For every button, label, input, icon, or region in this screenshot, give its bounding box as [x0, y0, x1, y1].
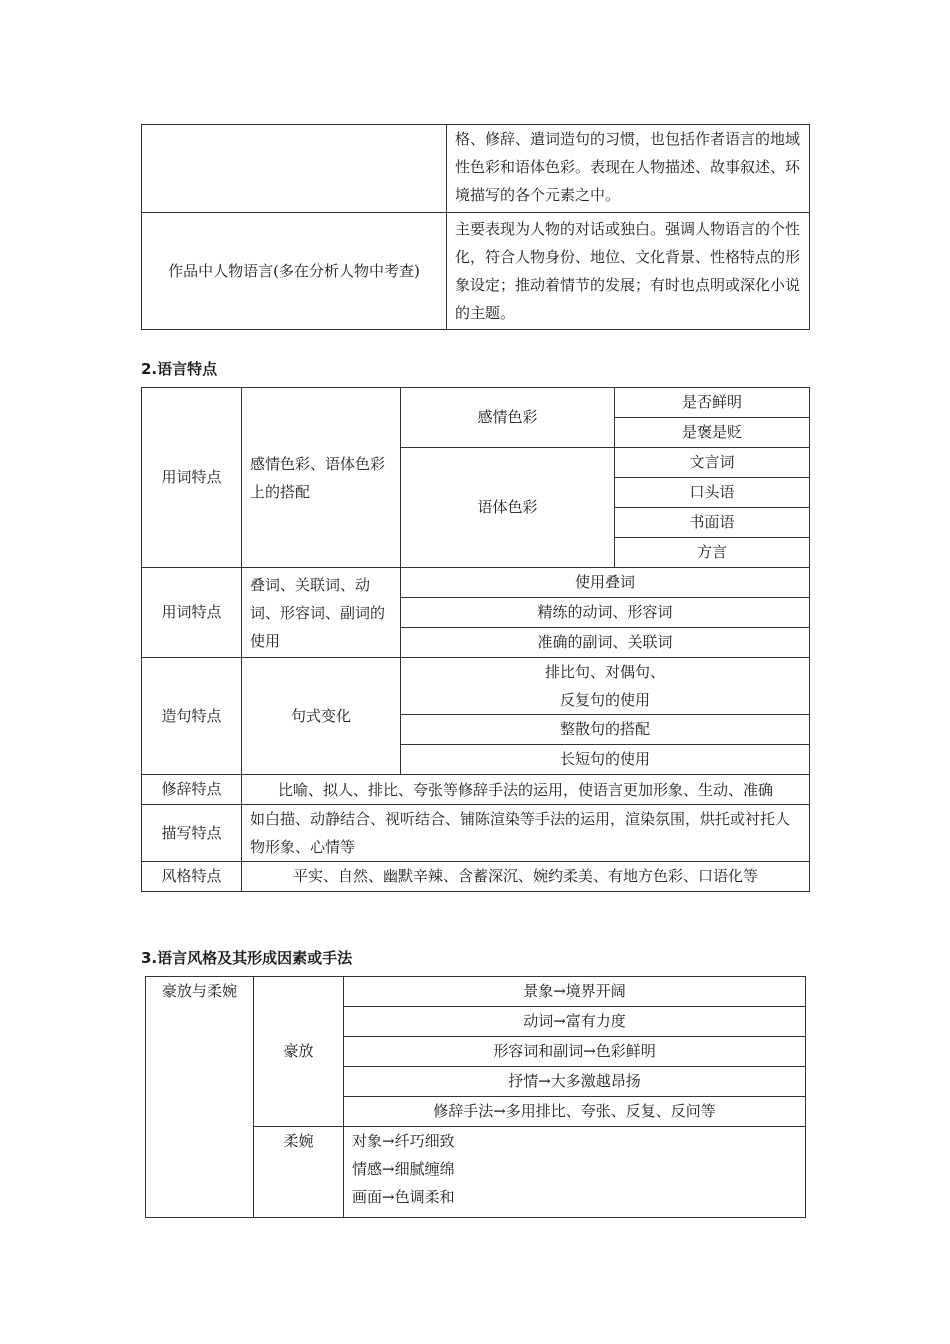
- table-cell: 平实、自然、幽默辛辣、含蓄深沉、婉约柔美、有地方色彩、口语化等: [242, 862, 810, 892]
- table-cell: 豪放: [254, 977, 344, 1127]
- table-cell: 叠词、关联词、动词、形容词、副词的使用: [242, 568, 401, 658]
- table-cell: 情感→细腻缠绵: [344, 1155, 806, 1183]
- cell-line: 反复句的使用: [559, 691, 650, 709]
- language-style-table: [145, 976, 806, 1218]
- table-cell: 对象→纤巧细致: [344, 1127, 806, 1156]
- table-cell: 景象→境界开阔: [344, 977, 806, 1007]
- table-row: [142, 125, 810, 213]
- table-cell: 准确的副词、关联词: [401, 628, 810, 658]
- table-cell: 作品中人物语言(多在分析人物中考查): [142, 213, 447, 330]
- table-cell: 书面语: [615, 508, 810, 538]
- table-row: [142, 213, 810, 330]
- table-cell: [142, 125, 447, 213]
- table-cell: 口头语: [615, 478, 810, 508]
- table-row: [142, 805, 810, 862]
- table-cell: 感情色彩、语体色彩上的搭配: [242, 388, 401, 568]
- table-row: [142, 388, 810, 418]
- table-cell: 用词特点: [142, 568, 242, 658]
- table-cell: 方言: [615, 538, 810, 568]
- table-row: [142, 862, 810, 892]
- table-cell: 格、修辞、遣词造句的习惯，也包括作者语言的地域性色彩和语体色彩。表现在人物描述、故事叙述、环境描写的各个元素之中。: [447, 125, 810, 213]
- table-cell: 是否鲜明: [615, 388, 810, 418]
- table-cell: 整散句的搭配: [401, 715, 810, 745]
- table-cell: 修辞特点: [142, 775, 242, 805]
- role-table: [141, 124, 810, 330]
- table-row: [142, 775, 810, 805]
- table-row: [146, 977, 806, 1007]
- language-features-table: [141, 387, 810, 892]
- table-cell: 描写特点: [142, 805, 242, 862]
- cell-line: 排比句、对偶句、: [544, 663, 665, 681]
- table-cell: 如白描、动静结合、视听结合、铺陈渲染等手法的运用，渲染氛围，烘托或衬托人物形象、心情等: [242, 805, 810, 862]
- section-heading: 2.语言特点: [141, 360, 218, 378]
- table-cell: 文言词: [615, 448, 810, 478]
- table-cell: 句式变化: [242, 658, 401, 775]
- table-cell: 豪放与柔婉: [146, 977, 254, 1218]
- table-cell: 长短句的使用: [401, 745, 810, 775]
- table-row: [142, 658, 810, 715]
- table-cell: 形容词和副词→色彩鲜明: [344, 1037, 806, 1067]
- table-cell: 语体色彩: [401, 448, 615, 568]
- table-cell: 风格特点: [142, 862, 242, 892]
- table-cell: 修辞手法→多用排比、夸张、反复、反问等: [344, 1097, 806, 1127]
- table-cell: 抒情→大多激越昂扬: [344, 1067, 806, 1097]
- table-cell: 主要表现为人物的对话或独白。强调人物语言的个性化，符合人物身份、地位、文化背景、性格特点的形象设定；推动着情节的发展；有时也点明或深化小说的主题。: [447, 213, 810, 330]
- table-cell: 比喻、拟人、排比、夸张等修辞手法的运用，使语言更加形象、生动、准确: [242, 775, 810, 805]
- table-cell: 是褒是贬: [615, 418, 810, 448]
- table-cell: 感情色彩: [401, 388, 615, 448]
- table-cell: 动词→富有力度: [344, 1007, 806, 1037]
- table-cell: 画面→色调柔和: [344, 1183, 806, 1218]
- table-cell: 用词特点: [142, 388, 242, 568]
- table-row: [142, 568, 810, 598]
- table-cell: 使用叠词: [401, 568, 810, 598]
- table-cell: 精练的动词、形容词: [401, 598, 810, 628]
- section-heading: 3.语言风格及其形成因素或手法: [141, 949, 353, 967]
- table-cell: [401, 658, 810, 715]
- table-cell: 柔婉: [254, 1127, 344, 1218]
- table-cell: 造句特点: [142, 658, 242, 775]
